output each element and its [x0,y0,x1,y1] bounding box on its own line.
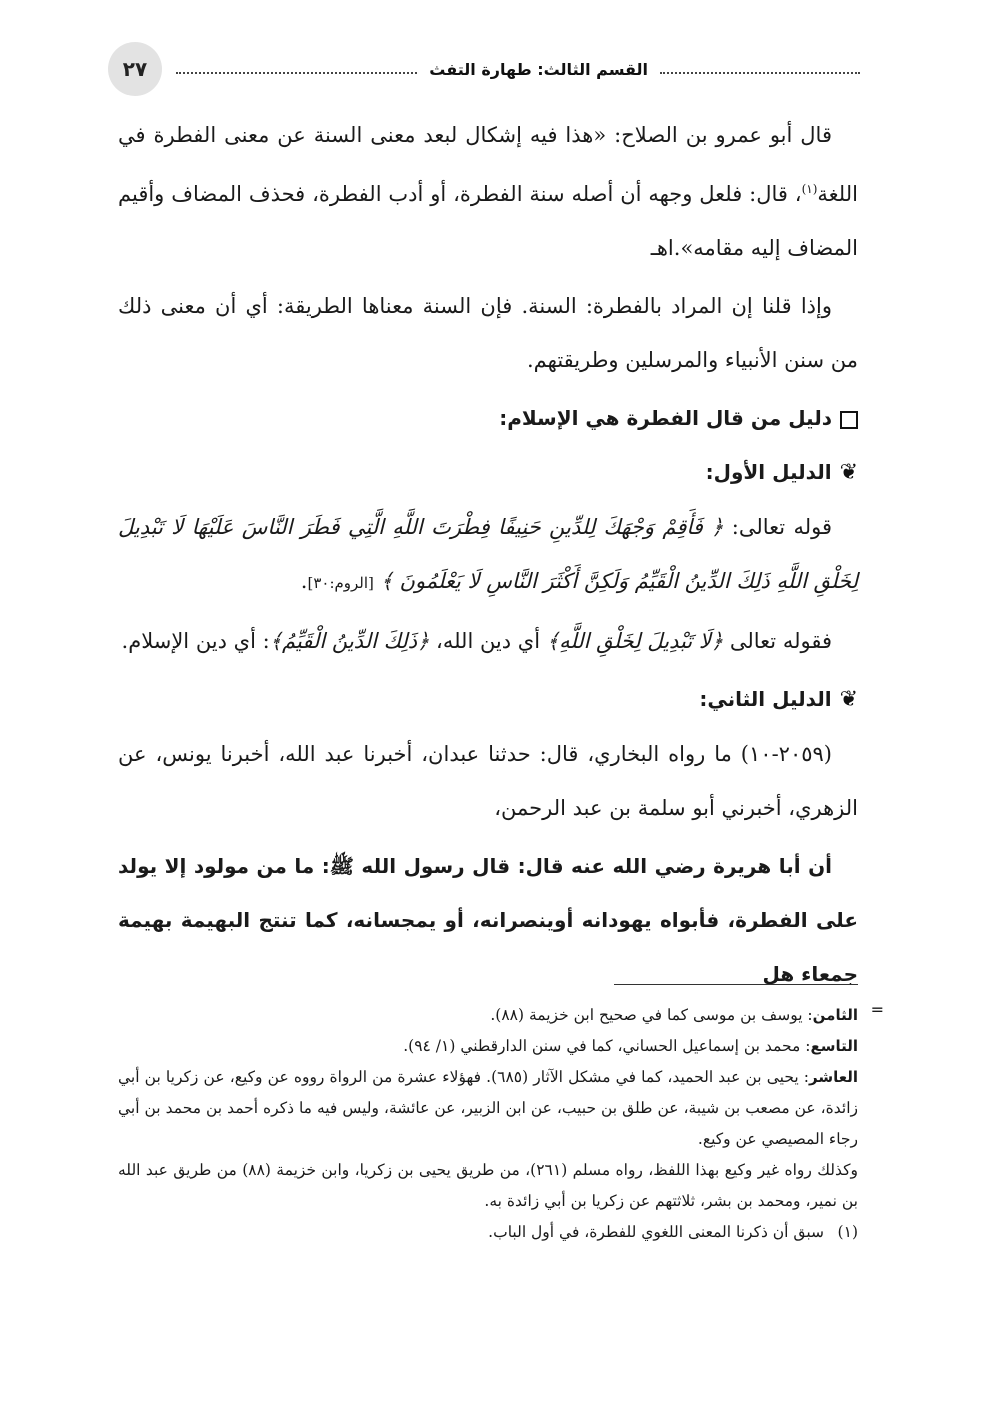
footnote-1: (١)سبق أن ذكرنا المعنى اللغوي للفطرة، في أول الباب. [118,1217,858,1248]
page-number: ٢٧ [122,57,148,81]
leaf-ornament-icon: ❦ [839,687,858,712]
footnotes [118,1000,884,1248]
footnote-line-tenth: العاشر: يحيى بن عبد الحميد، كما في مشكل الآثار (٦٨٥). فهؤلاء عشرة من الرواة رووه عن وكيع، عن زكريا بن أبي زائدة، عن مصعب بن شيبة، عن طلق بن حبيب، عن ابن الزبير، عن عائشة، وليس فيه ما ذكره أحمد بن محمد بن أبي رجاء المصيصي عن وكيع. [118,1068,858,1148]
paragraph-ibn-salah: قال أبو عمرو بن الصلاح: «هذا فيه إشكال لبعد معنى السنة عن معنى الفطرة في اللغة$^{(١)}$، قال: فلعل وجهه أن أصله سنة الفطرة، أو أدب الفطرة، فحذف المضاف وأقيم المضاف إليه مقامه».اهـ [118,123,858,260]
header-dotted-leader-left [176,72,417,74]
quran-quote-1: ﴿لَا تَبْدِيلَ لِخَلْقِ اللَّهِ﴾ [546,629,724,653]
running-header [176,54,860,84]
leaf-ornament-icon: ❦ [839,460,858,485]
footnote-number: (١) [837,1223,858,1241]
header-dotted-leader-right [660,72,860,74]
paragraph-hadith-chain: (٢٠٥٩-١٠) ما رواه البخاري، قال: حدثنا عبدان، أخبرنا عبد الله، أخبرنا يونس، عن الزهري، أخبرني أبو سلمة بن عبد الرحمن، [118,742,858,820]
page-header [108,42,860,98]
section-heading: دليل من قال الفطرة هي الإسلام: [118,391,858,445]
quran-quote-2: ﴿ذَلِكَ الدِّينُ الْقَيِّمُ﴾ [269,629,430,653]
footnote-ref-1[interactable]: (١) [801,182,818,196]
footnote-line-ninth: التاسع: محمد بن إسماعيل الحساني، كما في سنن الدارقطني (١/ ٩٤). [403,1037,858,1055]
footnote-line-other-narrations: وكذلك رواه غير وكيع بهذا اللفظ، رواه مسلم (٢٦١)، من طريق يحيى بن زكريا، وابن خزيمة (٨٨) من طريق عبد الله بن نمير، ومحمد بن بشر، ثلاثتهم عن زكريا بن أبي زائدة به. [118,1161,858,1210]
subheading-second-evidence: ❦الدليل الثاني: [118,672,858,727]
verse-source: [الروم:٣٠] [307,574,374,592]
main-text [118,108,858,1005]
checkbox-square-icon [840,411,858,429]
footnote-continuation [118,1000,884,1217]
paragraph-hadith-text: أن أبا هريرة رضي الله عنه قال: قال رسول الله ﷺ: ما من مولود إلا يولد على الفطرة، فأبواه يهودانه أوينصرانه، أو يمجسانه، كما تنتج البهيمة بهيمة جمعاء هل [118,854,858,986]
paragraph-verse: قوله تعالى: ﴿ فَأَقِمْ وَجْهَكَ لِلدِّينِ حَنِيفًا فِطْرَتَ اللَّهِ الَّتِي فَطَرَ النَّاسَ عَلَيْهَا لَا تَبْدِيلَ لِخَلْقِ اللَّهِ ذَلِكَ الدِّينُ الْقَيِّمُ وَلَكِنَّ أَكْثَرَ النَّاسِ لَا يَعْلَمُونَ ﴾ [الروم:٣٠]. [118,515,858,593]
subheading-first-evidence: ❦الدليل الأول: [118,445,858,500]
page-number-badge [108,42,162,96]
quran-verse: ﴿ فَأَقِمْ وَجْهَكَ لِلدِّينِ حَنِيفًا فِطْرَتَ اللَّهِ الَّتِي فَطَرَ النَّاسَ عَلَيْهَا لَا تَبْدِيلَ لِخَلْقِ اللَّهِ ذَلِكَ الدِّينُ الْقَيِّمُ وَلَكِنَّ أَكْثَرَ النَّاسِ لَا يَعْلَمُونَ ﴾ [118,515,858,593]
footnote-line-eighth: الثامن: يوسف بن موسى كما في صحيح ابن خزيمة (٨٨). [490,1006,858,1024]
paragraph-sunnah-meaning: وإذا قلنا إن المراد بالفطرة: السنة. فإن السنة معناها الطريقة: أي أن معنى ذلك من سنن الأنبياء والمرسلين وطريقتهم. [118,294,858,372]
paragraph-verse-explanation: فقوله تعالى ﴿لَا تَبْدِيلَ لِخَلْقِ اللَّهِ﴾ أي دين الله، ﴿ذَلِكَ الدِّينُ الْقَيِّمُ﴾: أي دين الإسلام. [121,629,832,653]
running-title: القسم الثالث: طهارة التفث [429,59,648,79]
continuation-marker: = [870,1000,884,1019]
footnote-separator [614,984,858,985]
